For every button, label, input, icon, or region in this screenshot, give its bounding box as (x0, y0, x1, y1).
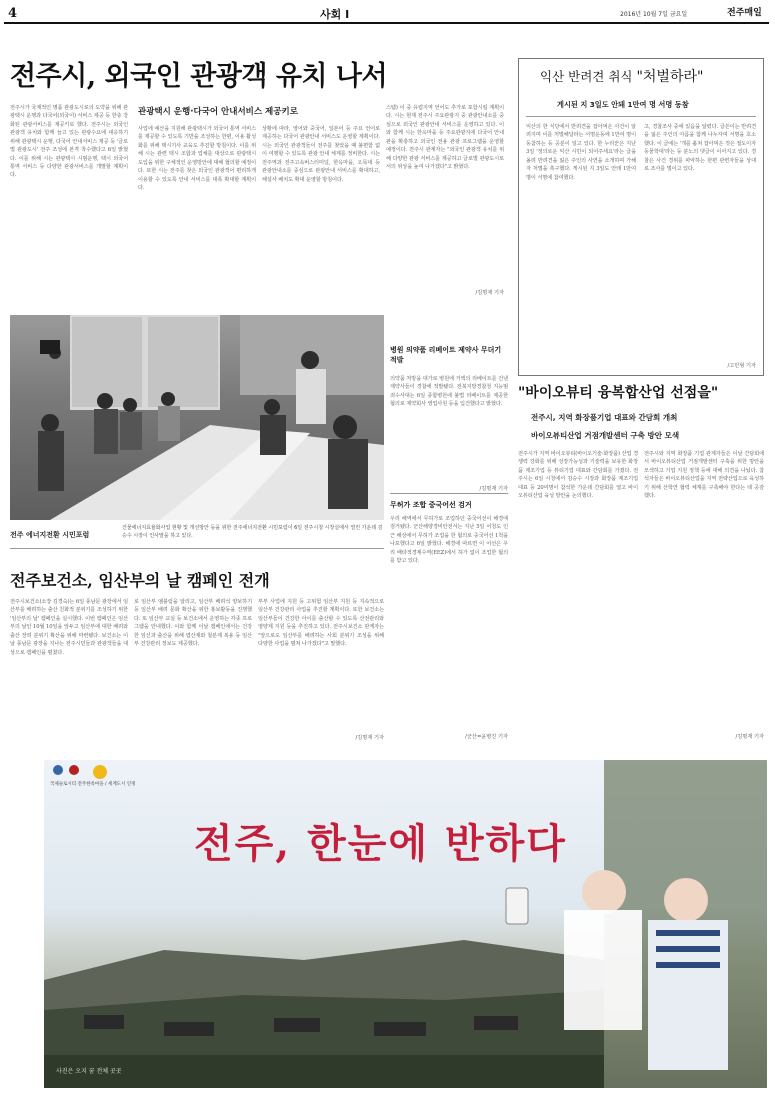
pet-headline (540, 66, 703, 86)
lead-column-1: 전주시가 국제적인 명품 관광도시로의 도약을 위해 관광택시 운행과 다국어(외국어) 서비스 제공 등 한층 강화된 관광서비스를 제공키로 했다. 전주시는 외국인 관광객 유치와 함께 늘고 있는 관광수요에 대응하기 위해 관광택시 운행, 다국어 안내서비스 제공 등 '글로벌 관광도시' 전주 조성에 본격 착수했다고 6일 밝혔다. 이를 위해 시는 관광택시 시범운행, 택시 외국어 통역 서비스 등 다양한 관광서비스를 개발할 계획이다. (10, 105, 128, 179)
masthead-rule (4, 22, 769, 24)
lead-column-4: 스템) 이 중 유럽지역 언어도 추가로 포함시킬 계획이다. 시는 현재 전주시 주요관광지 중 관광안내소를 중심으로 외국인 관광안내 서비스를 운영하고 있다. 이와 함께 시는 한옥마을 등 주요관광지에 다국어 안내판을 확충하고 외국인 전용 관광 프로그램을 운영할 예정이다. 전주시 관계자는 "외국인 관광객 유치를 위해 다양한 관광 서비스를 제공하고 글로벌 관광도시로서의 위상을 높여 나가겠다"고 밝혔다. (386, 105, 504, 170)
issue-date: 2016년 10월 7일 금요일 (620, 11, 688, 18)
beauty-byline: /김명재 기자 (735, 734, 764, 740)
divider-caption (10, 548, 384, 549)
ad-photo-caption: 사진은 오지 꿈 전체 곳곳 (56, 1068, 122, 1075)
forum-photo (10, 315, 384, 520)
lead-subhead: 관광택시 운행·다국어 안내서비스 제공키로 (138, 107, 298, 117)
pet-subtitle: 게시된 지 3일도 안돼 1만여 명 서명 동참 (557, 100, 689, 109)
pet-byline: /고민형 기자 (727, 363, 756, 369)
pet-column-2: 고, 경찰조사 중에 있음을 알렸다. 글쓴이는 반려견을 잃은 주인의 아픔을 함께 나누자며 서명을 호소했다. 이 글에는 '개를 훔쳐 잡아먹은 것은 절도이자 동물학대'라는 등 분노의 댓글이 이어지고 있다. 경찰은 사건 경위를 파악하는 한편 관련자들을 상대로 조사를 벌이고 있다. (644, 124, 756, 173)
pet-kicker: 익산 반려견 취식 (540, 69, 633, 84)
photo-caption: 건물에너지효율화사업 현황 및 개선방안 등을 위한 전주에너지전환 시민포럼이 6일 전주시청 시장실에서 열린 가운데 김승수 시장이 인사말을 하고 있다. (122, 525, 383, 539)
page-number: 4 (8, 6, 18, 21)
lead-headline: 전주시, 외국인 관광객 유치 나서 (10, 61, 388, 92)
hospital-byline: /김명재 기자 (479, 486, 508, 492)
campaign-column-1: 전주시보건소(소장 김경숙)는 6일 풍남문 광장에서 임산부를 배려하는 출산 친화적 분위기를 조성하기 위한 '임산부의 날' 캠페인을 실시했다. 이번 캠페인은 임산부의 날인 10월 10일을 앞두고 임산부에 대한 배려와 출산 장려 분위기 확산을 위해 마련됐다. 보건소는 이날 풍남문 광장을 지나는 전주시민들과 관광객들을 대상으로 캠페인을 펼쳤다. (10, 599, 128, 656)
beauty-headline: "바이오뷰티 융복합산업 선점을" (518, 385, 719, 401)
divider-pet (526, 116, 756, 117)
ad-illustration (44, 760, 767, 1088)
beauty-column-2: 전주시와 지역 화장품 기업 관계자들은 이날 간담회에서 바이오뷰티산업 거점개발센터 구축을 위한 방안을 모색하고 기업 지원 정책 등에 대해 의견을 나눴다. 참석자들은 바이오뷰티산업을 지역 전략산업으로 육성하기 위해 산학연 협력 체계를 구축해야 한다는 데 공감했다. (644, 451, 764, 500)
fishing-headline: 무허가 조합 중국어선 검거 (390, 501, 472, 509)
beauty-column-1: 전주시가 지역 바이오뷰티(바이오기술·화장품) 산업 경쟁력 강화를 위해 성장가능성과 기술력을 보유한 화장품 제조기업 등 뷰티기업 대표와 간담회를 가졌다. 전주시는 6일 시청에서 김승수 시장과 화장품 제조기업 대표 등 20여명이 참석한 가운데 간담회를 열고 바이오뷰티산업 육성 방안을 논의했다. (518, 451, 638, 500)
fishing-byline: /군산=윤병진 기자 (465, 734, 508, 740)
pet-quote: "처벌하라" (636, 69, 704, 85)
forum-photo-illustration (10, 315, 384, 520)
hospital-headline: 병원 의약품 리베이트 제약사 무더기 적발 (390, 346, 502, 365)
photo-label: 전주 에너지전환 시민포럼 (10, 531, 90, 539)
fishing-body: 우리 해역에서 무허가로 조업하던 중국어선이 해경에 검거됐다. 군산해양경비안전서는 지난 5일 어청도 인근 해상에서 무허가 조업을 한 혐의로 중국어선 1척을 나포했다고 6일 밝혔다. 해경에 따르면 이 어선은 우리 배타적경제수역(EEZ)에서 허가 없이 조업한 혐의를 받고 있다. (390, 516, 508, 565)
ad-org-text: 국제슬로시티 전주한옥마을 / 세계도시 인정 (50, 782, 136, 787)
paper-name: 전주매일 (727, 8, 762, 18)
section-label: 사회 I (320, 8, 350, 21)
lead-byline: /김명재 기자 (475, 290, 504, 296)
lead-column-3: 상황에 따라, 영어와 중국어, 일본어 등 주요 언어로 제공하는 다국어 관광안내 서비스도 운영할 계획이다. 시는 외국인 관광객들이 전주를 찾았을 때 불편함 없이 여행할 수 있도록 관광 안내 체계를 정비한다. 시는 전주역과 전주고속버스터미널, 한옥마을, 오목대 등 관광안내소를 중심으로 관광안내 서비스를 확대하고, 해설사 배치도 확대 운영할 방침이다. (262, 126, 380, 183)
tourism-advertisement (44, 760, 767, 1088)
campaign-headline: 전주보건소, 임산부의 날 캠페인 전개 (10, 571, 270, 590)
hospital-body: 의약품 처방을 대가로 병원에 거액의 리베이트를 건넨 제약사들이 경찰에 적발됐다. 전북지방경찰청 지능범죄수사대는 6일 종합병원에 불법 리베이트를 제공한 혐의로 제약회사 영업사원 등을 입건했다고 밝혔다. (390, 376, 508, 408)
pet-column-1: 익산의 한 식당에서 반려견을 잡아먹은 사건이 알려지며 이를 처벌해달라는 서명운동에 1만여 명이 동참하는 등 공분이 일고 있다. 한 누리꾼은 지난 3일 '정의로운 익산 시민이 되어주세요'라는 글을 올려 반려견을 잃은 주인의 사연을 소개하며 가해자 처벌을 촉구했다. 게시된 지 3일도 안돼 1만여 명이 서명에 참여했다. (526, 124, 636, 181)
ad-slogan: 전주, 한눈에 반하다 (194, 820, 567, 867)
lead-column-2: 사업에 예산을 지원해 관광택시가 외국어 통역 서비스를 제공할 수 있도록 기반을 조성하는 한편, 이용 활성화를 위해 택시기사 교육도 추진할 방침이다. 이를 위해 시는 관련 택시 조합과 업체를 대상으로 관광택시 도입을 위한 구체적인 운영방안에 대해 협의할 예정이다. 또한 시는 전주를 찾은 외국인 관광객이 편리하게 이용할 수 있도록 안내 서비스를 대폭 확대할 계획이다. (138, 126, 256, 191)
campaign-byline: /김명재 기자 (355, 735, 384, 741)
beauty-sub-1: 전주시, 지역 화장품기업 대표와 간담회 개최 (531, 413, 678, 422)
campaign-column-3: 부부 사업에 지원 등 고위험 임산부 지원 등 지속적으로 임산부 건강관리 사업을 추진할 계획이다. 또한 보건소는 임산부들이 건강한 아이를 출산할 수 있도록 산전관리와 영양제 지원 등을 추진하고 있다. 전주시보건소 관계자는 "앞으로도 임산부를 배려하는 사회 분위기 조성을 위해 다양한 사업을 펼쳐 나가겠다"고 말했다. (258, 599, 384, 648)
beauty-sub-2: 바이오뷰티산업 거점개발센터 구축 방안 모색 (531, 431, 680, 440)
divider-hospital (390, 493, 508, 494)
campaign-column-2: 로 임산부 엠블럼을 알리고, 임산부 배려석 양보하기 등 임산부 배려 문화 확산을 위한 홍보활동을 진행했다. 또 임산부 교실 등 보건소에서 운영하는 각종 프로그램을 안내했다. 이와 함께 이날 캠페인에서는 건강한 임신과 출산을 위해 엽산제와 철분제 복용 등 임산부 건강관리 정보도 제공했다. (134, 599, 252, 648)
